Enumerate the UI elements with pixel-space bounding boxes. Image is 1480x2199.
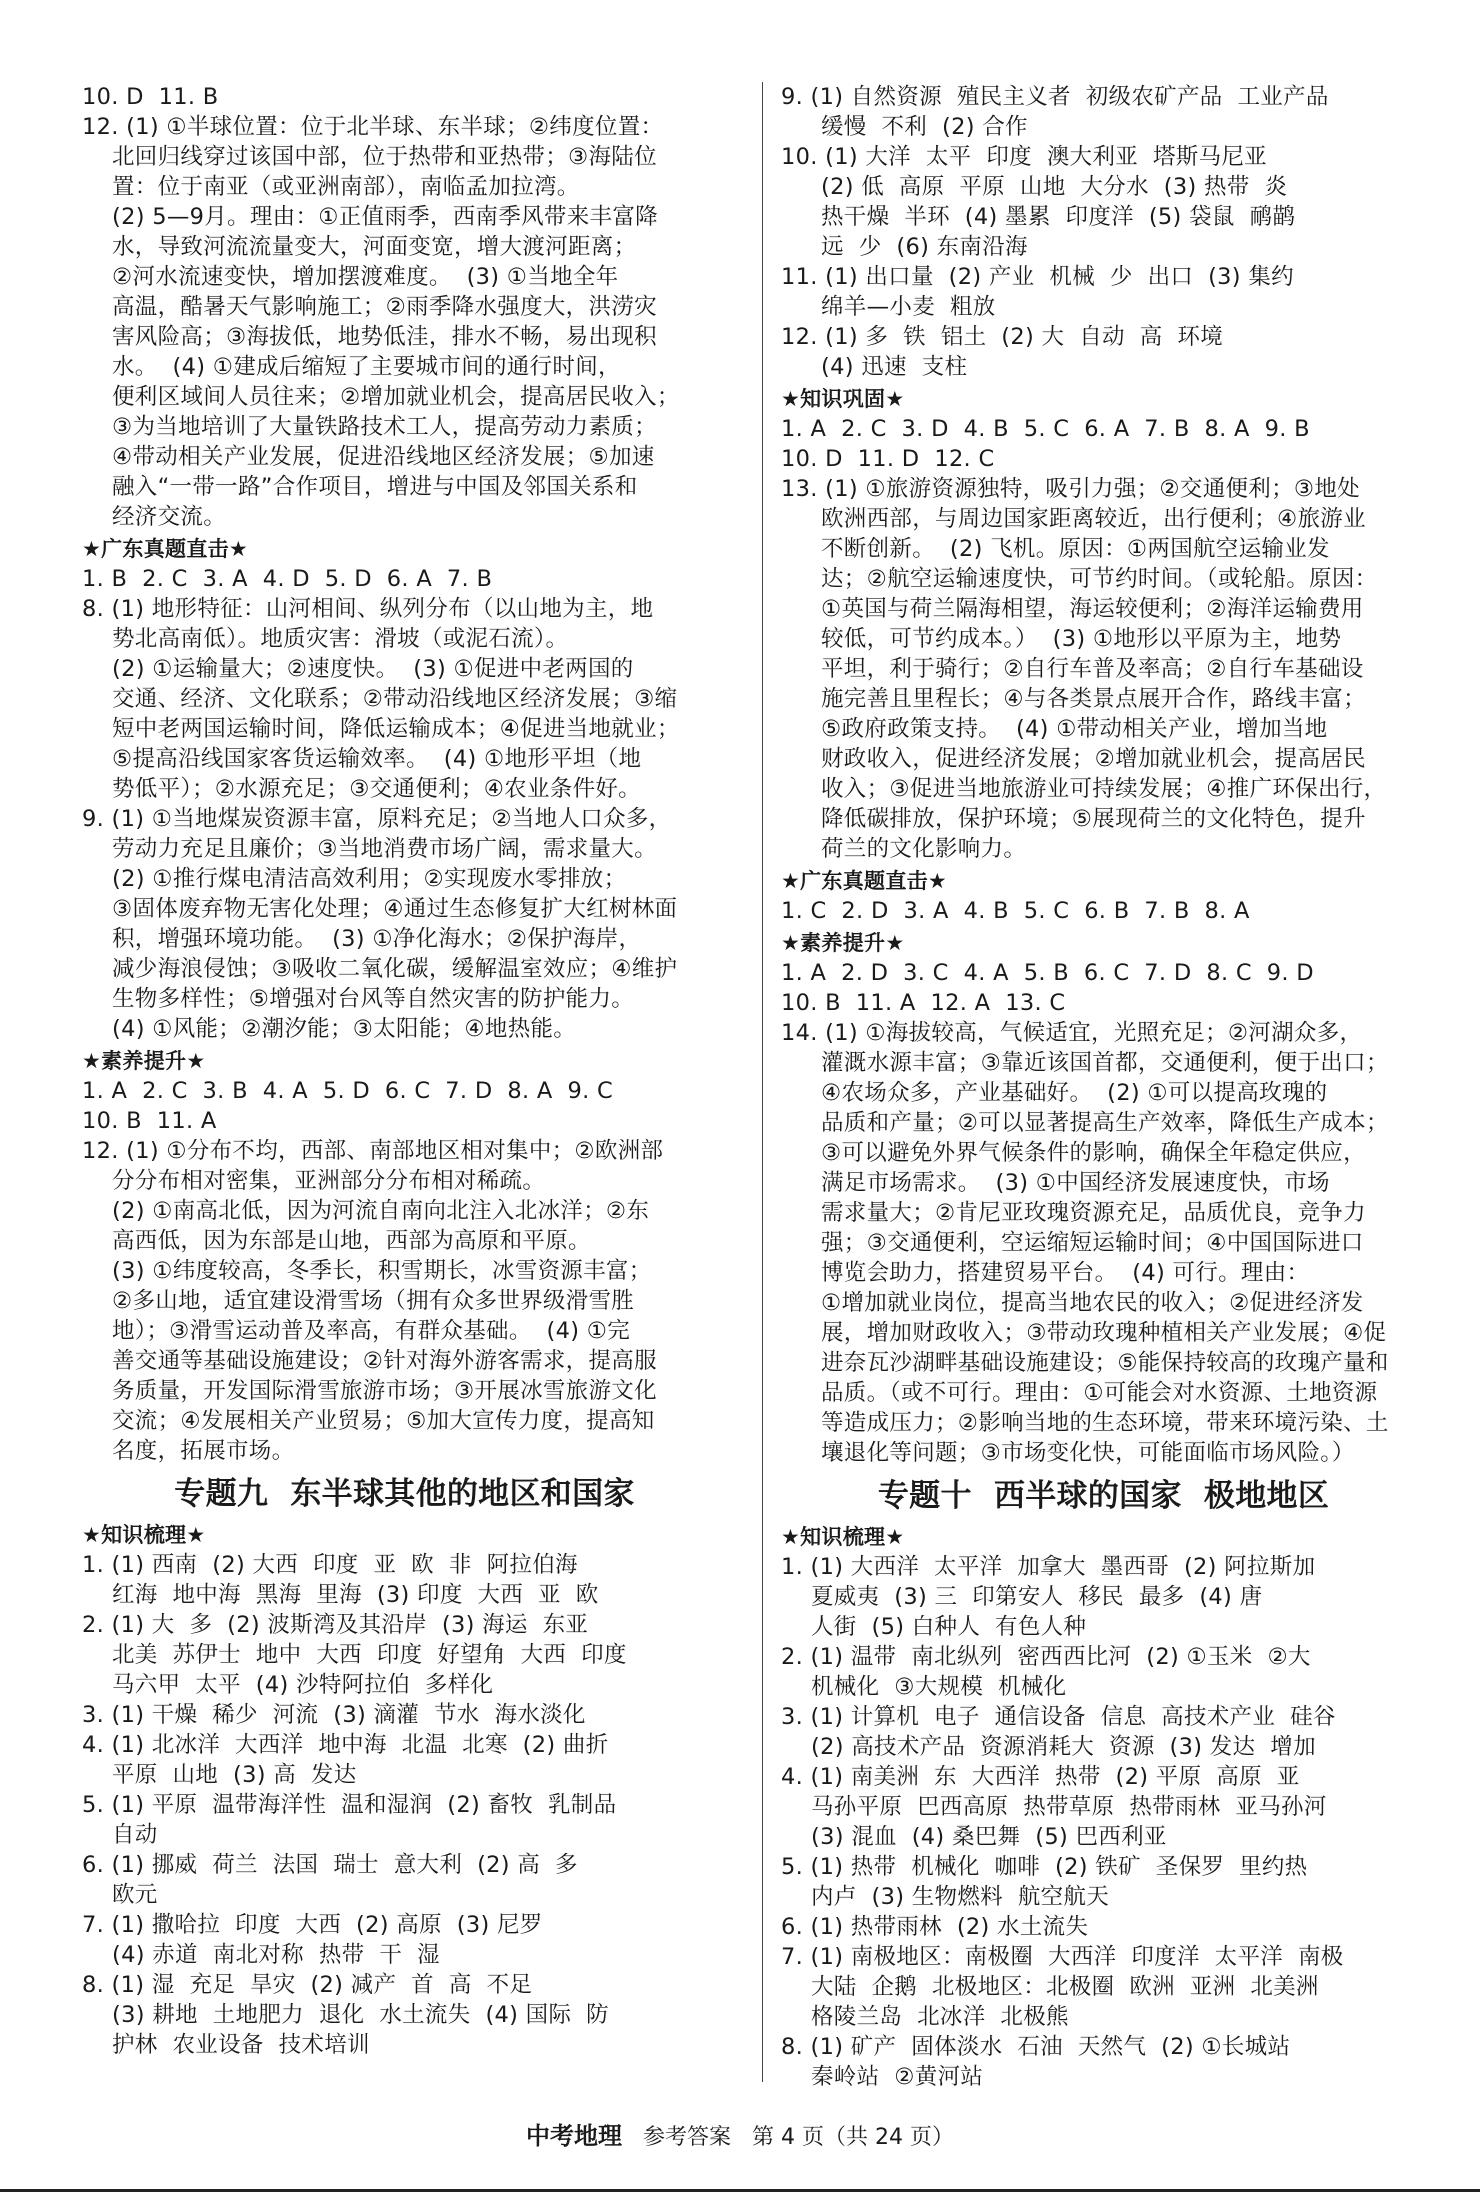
answer-line: 水。 (4) ①建成后缩短了主要城市间的通行时间， [112, 354, 621, 380]
answer-line: 壤退化等问题；③市场变化快，可能面临市场风险。） [821, 1440, 1355, 1466]
answer-line: 短中老两国运输时间，降低运输成本；④促进当地就业； [112, 716, 680, 742]
answer-line: ②河水流速变快，增加摆渡难度。 (3) ①当地全年 [112, 264, 619, 290]
answer-line: 机械化 ③大规模 机械化 [811, 1674, 1067, 1700]
answer-line: (2) 5—9月。理由：①正值雨季，西南季风带来丰富降 [112, 204, 658, 230]
answer-line: ⑤提高沿线国家客货运输效率。 (4) ①地形平坦（地 [112, 746, 642, 772]
answer-line: 12. (1) 多 铁 铝土 (2) 大 自动 高 环境 [781, 324, 1224, 350]
answer-line: 融入“一带一路”合作项目，增进与中国及邻国关系和 [112, 474, 638, 500]
answer-line: (3) ①纬度较高，冬季长，积雪期长，冰雪资源丰富； [112, 1258, 652, 1284]
answer-line: 欧元 [112, 1882, 158, 1908]
answer-line: 3. (1) 干燥 稀少 河流 (3) 滴灌 节水 海水淡化 [82, 1702, 586, 1728]
answer-line: 减少海浪侵蚀；③吸收二氧化碳，缓解温室效应；④维护 [112, 956, 678, 982]
answer-line: 5. (1) 热带 机械化 咖啡 (2) 铁矿 圣保罗 里约热 [781, 1854, 1308, 1880]
answer-line: 不断创新。 (2) 飞机。原因：①两国航空运输业发 [821, 536, 1330, 562]
answer-line: 7. (1) 南极地区：南极圈 大西洋 印度洋 太平洋 南极 [781, 1944, 1344, 1970]
answer-line: 财政收入，促进经济发展；②增加就业机会，提高居民 [821, 746, 1366, 772]
answer-line: 大陆 企鹅 北极地区：北极圈 欧洲 亚洲 北美洲 [811, 1974, 1319, 2000]
answer-line: (2) 低 高原 平原 山地 大分水 (3) 热带 炎 [821, 174, 1288, 200]
answer-line: 10. D 11. D 12. C [781, 446, 995, 472]
answer-line: 名度，拓展市场。 [112, 1438, 295, 1464]
answer-line: 7. (1) 撒哈拉 印度 大西 (2) 高原 (3) 尼罗 [82, 1912, 543, 1938]
footer-page-number: 第 4 页（共 24 页） [752, 2125, 954, 2150]
answer-line: 善交通等基础设施建设；②针对海外游客需求，提高服 [112, 1348, 657, 1374]
answer-line: 红海 地中海 黑海 里海 (3) 印度 大西 亚 欧 [112, 1582, 599, 1608]
answer-line: 格陵兰岛 北冰洋 北极熊 [811, 2004, 1069, 2030]
answer-line: 平原 山地 (3) 高 发达 [112, 1762, 357, 1788]
answer-line: 绵羊—小麦 粗放 [821, 294, 996, 320]
answer-line: 高温，酷暑天气影响施工；②雨季降水强度大，洪涝灾 [112, 294, 657, 320]
answer-line: 5. (1) 平原 温带海洋性 温和湿润 (2) 畜牧 乳制品 [82, 1792, 617, 1818]
answer-line: 势北高南低）。地质灾害：滑坡（或泥石流）。 [112, 626, 569, 652]
footer-label: 参考答案 [643, 2125, 732, 2150]
answer-line: 品质。（或不可行。理由：①可能会对水资源、土地资源 [821, 1380, 1378, 1406]
answer-line: ①英国与荷兰隔海相望，海运较便利；②海洋运输费用 [821, 596, 1364, 622]
answer-line: 1. A 2. D 3. C 4. A 5. B 6. C 7. D 8. C 9. D [781, 960, 1314, 986]
answer-line: 内卢 (3) 生物燃料 航空航天 [811, 1884, 1110, 1910]
answer-line: 10. (1) 大洋 太平 印度 澳大利亚 塔斯马尼亚 [781, 144, 1267, 170]
answer-line: 10. D 11. B [82, 84, 219, 110]
answer-line: 等造成压力；②影响当地的生态环境，带来环境污染、土 [821, 1410, 1389, 1436]
answer-line: 2. (1) 大 多 (2) 波斯湾及其沿岸 (3) 海运 东亚 [82, 1612, 589, 1638]
answer-line: 平坦，利于骑行；②自行车普及率高；②自行车基础设 [821, 656, 1364, 682]
section-heading: ★广东真题直击★ [781, 869, 948, 893]
answer-line: ③为当地培训了大量铁路技术工人，提高劳动力素质； [112, 414, 657, 440]
answer-line: 远 少 (6) 东南沿海 [821, 234, 1028, 260]
answer-line: 害风险高；③海拔低，地势低洼，排水不畅，易出现积 [112, 324, 657, 350]
bottom-rule [0, 2189, 1480, 2192]
answer-line: (4) 迅速 支柱 [821, 354, 968, 380]
answer-line: 生物多样性；⑤增强对台风等自然灾害的防护能力。 [112, 986, 635, 1012]
answer-line: 经济交流。 [112, 504, 227, 530]
section-heading: ★知识梳理★ [781, 1525, 905, 1549]
answer-line: 1. A 2. C 3. D 4. B 5. C 6. A 7. B 8. A 9. B [781, 416, 1310, 442]
answer-line: 博览会助力，搭建贸易平台。 (4) 可行。理由： [821, 1260, 1310, 1286]
answer-line: 交通、经济、文化联系；②带动沿线地区经济发展；③缩 [112, 686, 678, 712]
section-heading: ★素养提升★ [781, 931, 905, 955]
answer-line: 高西低，因为东部是山地，西部为高原和平原。 [112, 1228, 591, 1254]
answer-line: 欧洲西部，与周边国家距离较近，出行便利；④旅游业 [821, 506, 1366, 532]
answer-line: 强；③交通便利，空运缩短运输时间；④中国国际进口 [821, 1230, 1364, 1256]
answer-line: 势低平）；②水源充足；③交通便利；④农业条件好。 [112, 776, 641, 802]
answer-line: 便利区域间人员往来；②增加就业机会，提高居民收入； [112, 384, 680, 410]
section-heading: ★知识梳理★ [82, 1523, 206, 1547]
answer-line: 满足市场需求。 (3) ①中国经济发展速度快，市场 [821, 1170, 1330, 1196]
answer-line: ④带动相关产业发展，促进沿线地区经济发展；⑤加速 [112, 444, 655, 470]
answer-line: 施完善且里程长；④与各类景点展开合作，路线丰富； [821, 686, 1366, 712]
section-heading: ★素养提升★ [82, 1049, 206, 1073]
column-divider [762, 82, 763, 2082]
answer-line: 人街 (5) 白种人 有色人种 [811, 1614, 1087, 1640]
answer-line: 6. (1) 挪威 荷兰 法国 瑞士 意大利 (2) 高 多 [82, 1852, 578, 1878]
answer-line: 8. (1) 矿产 固体淡水 石油 天然气 (2) ①长城站 [781, 2034, 1291, 2060]
answer-line: 10. B 11. A 12. A 13. C [781, 990, 1066, 1016]
answer-line: 9. (1) 自然资源 殖民主义者 初级农矿产品 工业产品 [781, 84, 1329, 110]
left-column [82, 82, 727, 2060]
answer-line: 北美 苏伊士 地中 大西 印度 好望角 大西 印度 [112, 1642, 627, 1668]
answer-line: (2) 高技术产品 资源消耗大 资源 (3) 发达 增加 [811, 1734, 1316, 1760]
answer-line: 马孙平原 巴西高原 热带草原 热带雨林 亚马孙河 [811, 1794, 1327, 1820]
answer-line: ③可以避免外界气候条件的影响，确保全年稳定供应， [821, 1140, 1366, 1166]
answer-line: 进奈瓦沙湖畔基础设施建设；⑤能保持较高的玫瑰产量和 [821, 1350, 1389, 1376]
answer-line: 置：位于南亚（或亚洲南部），南临孟加拉湾。 [112, 174, 580, 200]
right-column [781, 82, 1426, 2092]
answer-line: 8. (1) 地形特征：山河相间、纵列分布（以山地为主，地 [82, 596, 654, 622]
answer-line: 达；②航空运输速度快，可节约时间。（或轮船。原因： [821, 566, 1378, 592]
answer-line: (2) ①推行煤电清洁高效利用；②实现废水零排放； [112, 866, 627, 892]
footer-subject: 中考地理 [526, 2122, 623, 2150]
answer-line: 1. (1) 大西洋 太平洋 加拿大 墨西哥 (2) 阿拉斯加 [781, 1554, 1316, 1580]
answer-line: 灌溉水源丰富；③靠近该国首都，交通便利，便于出口； [821, 1050, 1389, 1076]
answer-line: (4) ①风能；②潮汐能；③太阳能；④地热能。 [112, 1016, 577, 1042]
answer-line: 分分布相对密集，亚洲部分分布相对稀疏。 [112, 1168, 546, 1194]
answer-line: 8. (1) 湿 充足 旱灾 (2) 减产 首 高 不足 [82, 1972, 533, 1998]
answer-line: 护林 农业设备 技术培训 [112, 2032, 370, 2058]
answer-line: 1. B 2. C 3. A 4. D 5. D 6. A 7. B [82, 566, 493, 592]
answer-line: 4. (1) 北冰洋 大西洋 地中海 北温 北寒 (2) 曲折 [82, 1732, 609, 1758]
page-footer [0, 2116, 1480, 2151]
answer-line: 展，增加财政收入；③带动玫瑰种植相关产业发展；④促 [821, 1320, 1387, 1346]
answer-line: 6. (1) 热带雨林 (2) 水土流失 [781, 1914, 1089, 1940]
answer-line: 14. (1) ①海拔较高，气候适宜，光照充足；②河湖众多， [781, 1020, 1363, 1046]
answer-line: (2) ①运输量大；②速度快。 (3) ①促进中老两国的 [112, 656, 634, 682]
answer-line: 荷兰的文化影响力。 [821, 836, 1027, 862]
answer-line: 9. (1) ①当地煤炭资源丰富，原料充足；②当地人口众多， [82, 806, 672, 832]
answer-line: 2. (1) 温带 南北纵列 密西西比河 (2) ①玉米 ②大 [781, 1644, 1311, 1670]
section-heading: ★知识巩固★ [781, 387, 905, 411]
answer-line: 4. (1) 南美洲 东 大西洋 热带 (2) 平原 高原 亚 [781, 1764, 1300, 1790]
answer-line: 品质和产量；②可以显著提高生产效率，降低生产成本； [821, 1110, 1389, 1136]
answer-line: 自动 [112, 1822, 158, 1848]
answer-line: 12. (1) ①分布不均，西部、南部地区相对集中；②欧洲部 [82, 1138, 664, 1164]
answer-line: 北回归线穿过该国中部，位于热带和亚热带；③海陆位 [112, 144, 657, 170]
answer-line: (3) 耕地 土地肥力 退化 水土流失 (4) 国际 防 [112, 2002, 609, 2028]
answer-line: ②多山地，适宜建设滑雪场（拥有众多世界级滑雪胜 [112, 1288, 635, 1314]
answer-line: 12. (1) ①半球位置：位于北半球、东半球；②纬度位置： [82, 114, 664, 140]
answer-line: 收入；③促进当地旅游业可持续发展；④推广环保出行， [821, 776, 1387, 802]
answer-line: 13. (1) ①旅游资源独特，吸引力强；②交通便利；③地处 [781, 476, 1360, 502]
answer-line: 马六甲 太平 (4) 沙特阿拉伯 多样化 [112, 1672, 494, 1698]
answer-line: 1. C 2. D 3. A 4. B 5. C 6. B 7. B 8. A [781, 898, 1250, 924]
answer-line: ③固体废弃物无害化处理；④通过生态修复扩大红树林面 [112, 896, 678, 922]
answer-line: 1. (1) 西南 (2) 大西 印度 亚 欧 非 阿拉伯海 [82, 1552, 578, 1578]
answer-line: 务质量，开发国际滑雪旅游市场；③开展冰雪旅游文化 [112, 1378, 657, 1404]
section-heading: ★广东真题直击★ [82, 537, 249, 561]
answer-line: 需求量大；②肯尼亚玫瑰资源充足，品质优良，竞争力 [821, 1200, 1366, 1226]
topic-title: 专题十 西半球的国家 极地地区 [877, 1478, 1330, 1514]
answer-line: (3) 混血 (4) 桑巴舞 (5) 巴西利亚 [811, 1824, 1167, 1850]
answer-line: 10. B 11. A [82, 1108, 217, 1134]
answer-line: 1. A 2. C 3. B 4. A 5. D 6. C 7. D 8. A 9. C [82, 1078, 614, 1104]
answer-line: 地）；③滑雪运动普及率高，有群众基础。 (4) ①完 [112, 1318, 631, 1344]
topic-title: 专题九 东半球其他的地区和国家 [174, 1476, 635, 1512]
answer-line: ⑤政府政策支持。 (4) ①带动相关产业，增加当地 [821, 716, 1328, 742]
answer-line: 交流；④发展相关产业贸易；⑤加大宣传力度，提高知 [112, 1408, 655, 1434]
answer-line: 劳动力充足且廉价；③当地消费市场广阔，需求量大。 [112, 836, 657, 862]
answer-line: 降低碳排放，保护环境；⑤展现荷兰的文化特色，提升 [821, 806, 1366, 832]
answer-line: (4) 赤道 南北对称 热带 干 湿 [112, 1942, 440, 1968]
answer-line: 3. (1) 计算机 电子 通信设备 信息 高技术产业 硅谷 [781, 1704, 1336, 1730]
answer-line: ①增加就业岗位，提高当地农民的收入；②促进经济发 [821, 1290, 1364, 1316]
answer-line: 较低，可节约成本。） (3) ①地形以平原为主，地势 [821, 626, 1342, 652]
answer-line: 水，导致河流流量变大，河面变宽，增大渡河距离； [112, 234, 637, 260]
answer-line: 缓慢 不利 (2) 合作 [821, 114, 1028, 140]
answer-line: 积，增强环境功能。 (3) ①净化海水；②保护海岸， [112, 926, 642, 952]
answer-line: (2) ①南高北低，因为河流自南向北注入北冰洋；②东 [112, 1198, 650, 1224]
answer-line: 热干燥 半环 (4) 墨累 印度洋 (5) 袋鼠 鸸鹋 [821, 204, 1296, 230]
answer-line: ④农场众多，产业基础好。 (2) ①可以提高玫瑰的 [821, 1080, 1328, 1106]
answer-line: 11. (1) 出口量 (2) 产业 机械 少 出口 (3) 集约 [781, 264, 1294, 290]
answer-line: 秦岭站 ②黄河站 [811, 2064, 984, 2090]
answer-line: 夏威夷 (3) 三 印第安人 移民 最多 (4) 唐 [811, 1584, 1263, 1610]
